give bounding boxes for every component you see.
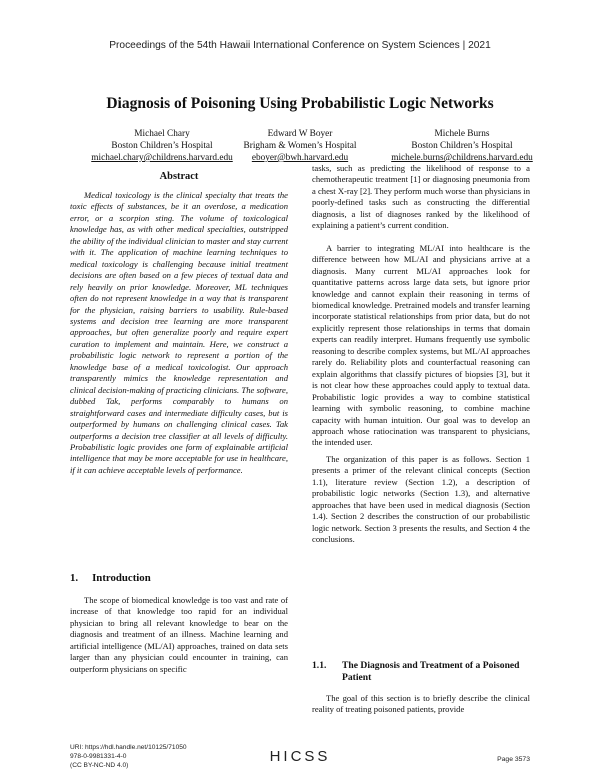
author-affiliation: Boston Children’s Hospital bbox=[411, 141, 513, 151]
footer-isbn: 978-0-9981331-4-0 bbox=[70, 753, 127, 761]
footer-metadata bbox=[70, 743, 187, 771]
abstract-heading: Abstract bbox=[159, 171, 199, 182]
author-affiliation: Brigham & Women’s Hospital bbox=[243, 141, 357, 151]
footer-url[interactable]: URI: https://hdl.handle.net/10125/71050 bbox=[70, 744, 187, 751]
abstract-body bbox=[70, 190, 288, 476]
paper-title: Diagnosis of Poisoning Using Probabilistic Logic Networks bbox=[106, 95, 494, 112]
page-number: Page 3573 bbox=[497, 756, 530, 763]
right-column-body bbox=[312, 163, 530, 546]
author-name: Michael Chary bbox=[134, 129, 190, 139]
abstract-paragraph: Medical toxicology is the clinical specialty that treats the toxic effects of substances, be it an overdose, a medication error, or a scorpion sting. The volume of toxicological knowledge has, as with other medical specialties, outstripped the ability of the individual clinician to master and stay current with it. The application of machine learning techniques to medical toxicology is challenging because initial treatment decisions are often based on a few pieces of textual data and rely heavily on prior knowledge. Moreover, ML techniques often do not represent knowledge in a way that is transparent for the physician, raising barriers to usability. Rule-based systems and decision tree learning are more transparent approaches, but often generalize poorly and require expert curation to implement and maintain. Here, we construct a probabilistic logic network to represent a portion of the knowledge base of a medical toxicologist. Our approach transparently mimics the knowledge representation and clinical decision-making of practicing clinicians. The software, dubbed Tak, performs comparably to humans on straightforward cases and intermediate difficulty cases, but is outperformed by humans on challenging clinical cases. Tak outperforms a decision tree classifier at all levels of difficulty. Probabilistic logic provides one form of explainable artificial intelligence that may be more acceptable for use in healthcare, if it can achieve acceptable levels of performance. bbox=[70, 190, 288, 475]
author-name: Edward W Boyer bbox=[267, 129, 333, 139]
author-name: Michele Burns bbox=[434, 129, 490, 139]
introduction-body bbox=[70, 595, 288, 675]
conference-header: Proceedings of the 54th Hawaii International Conference on System Sciences | 2021 bbox=[109, 40, 491, 51]
author-block bbox=[362, 128, 562, 164]
author-email[interactable]: eboyer@bwh.harvard.edu bbox=[251, 153, 349, 163]
paragraph: A barrier to integrating ML/AI into healthcare is the difference between how ML/AI and physicians arrive at a diagnosis. Many current ML/AI approaches look for quantitative patterns across large data sets, but ignore prior knowledge and cannot explain their reasoning in terms of biomedical knowledge. Pretrained models and transfer learning incorporate statistical relationships from prior data, but do not explicitly represent those relationships in terms that domain experts can readily interpret. Humans frequently use symbolic reasoning to describe complex systems, but ML/AI approaches rarely do. Reliability plots and counterfactual reasoning can explain algorithms that classify pictures of biopsies [3], but it is not clear how these approaches could apply to textual data. Probabilistic logic provides a way to combine statistical learning with symbolic reasoning, to combine machine capacity with human intuition. Our goal was to develop an approach whose ratiocination was transparent to physicians, the intended user. bbox=[312, 242, 530, 448]
subsection-body bbox=[312, 693, 530, 716]
author-email[interactable]: michael.chary@childrens.harvard.edu bbox=[91, 153, 233, 163]
section-number: 1. bbox=[70, 572, 79, 584]
subsection-title: The Diagnosis and Treatment of a Poisoned Patient bbox=[342, 660, 520, 683]
author-affiliation: Boston Children’s Hospital bbox=[111, 141, 213, 151]
section-heading bbox=[70, 572, 288, 584]
hicss-logo: HICSS bbox=[269, 748, 331, 765]
subsection-number: 1.1. bbox=[312, 660, 327, 671]
subsection-heading bbox=[312, 660, 530, 684]
footer-license: (CC BY-NC-ND 4.0) bbox=[70, 762, 129, 770]
paragraph: tasks, such as predicting the likelihood of response to a chemotherapeutic treatment [1] or diagnosing pneumonia from a chest X-ray [2]. They perform much worse than physicians in poorly-defined tasks such as constructing the differential diagnosis, a list of diagnoses ranked by the likelihood of explaining a patient’s current condition. bbox=[312, 163, 530, 231]
paragraph: The scope of biomedical knowledge is too vast and rate of increase of that knowledge too rapid for an individual physician to bring all relevant knowledge to bear on the diagnosis and treatment of an illness. Machine learning and artificial intelligence (ML/AI) approaches, trained on data sets larger than any physician could encounter in training, can outperform physicians on specific bbox=[70, 595, 288, 674]
paragraph: The goal of this section is to briefly describe the clinical reality of treating poisoned patients, provide bbox=[312, 693, 530, 715]
author-email[interactable]: michele.burns@childrens.harvard.edu bbox=[391, 153, 533, 163]
paragraph: The organization of this paper is as follows. Section 1 presents a primer of the relevant clinical concepts (Section 1.1), literature review (Section 1.2), a description of probabilistic logic networks (Section 1.3), and alternative approaches that have been used in medical diagnosis (Section 1.4). Section 2 describes the construction of our probabilistic logic network. Section 3 presents the results, and Section 4 the conclusions. bbox=[312, 453, 530, 545]
section-title: Introduction bbox=[92, 572, 151, 584]
